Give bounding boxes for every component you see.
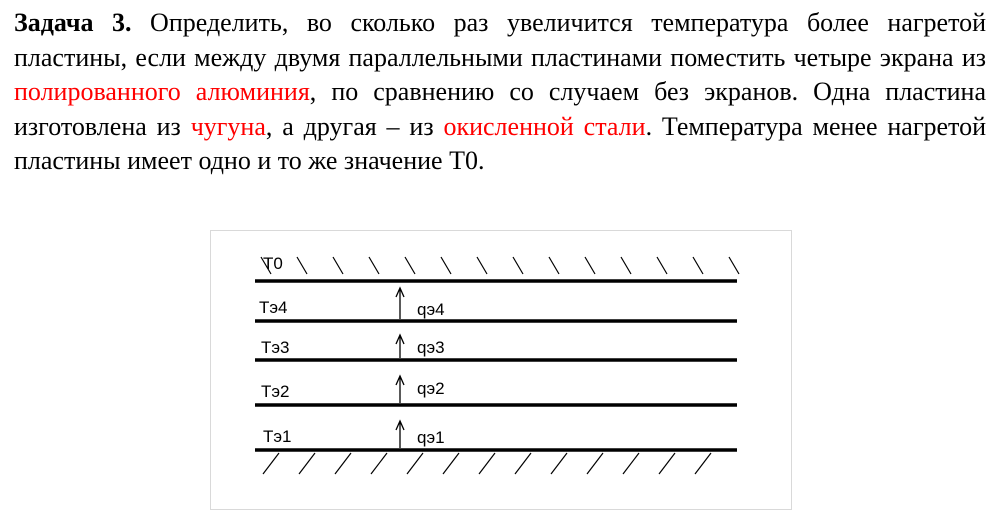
screen-2-flux-label: qэ2 [417, 379, 445, 398]
task-text-part-4: . Температура менее нагретой пластины имеет одно и то же значение T0. [14, 111, 986, 176]
screen-1-temp-label: Tэ1 [263, 427, 292, 446]
screen-3-temp-label: Tэ3 [261, 338, 290, 357]
flux-arrow-1 [396, 421, 404, 448]
task-heading: Задача 3. [14, 8, 132, 37]
task-text-part-1: Определить, во сколько раз увеличится температура более нагретой пластины, если между двумя параллельными пластинами поместить четыре экрана из [14, 8, 987, 72]
heat-flux-arrows [396, 288, 404, 448]
screen-1-flux-label: qэ1 [417, 428, 445, 447]
screen-3-flux-label: qэ3 [417, 338, 445, 357]
bottom-plate-hatching [263, 453, 711, 474]
top-plate-hatching [261, 257, 739, 274]
plate-1-material: чугуна [190, 111, 266, 141]
flux-arrow-4 [396, 288, 404, 319]
screen-material: полированного алюминия [14, 77, 310, 107]
problem-statement [14, 6, 986, 179]
top-plate-label: T0 [263, 254, 283, 273]
task-text-part-3: , а другая – из [265, 111, 444, 141]
task-text-part-2: , по сравнению со случаем без экранов. Одна пластина изготовлена из [14, 77, 986, 141]
plates-diagram-svg [211, 231, 793, 511]
screen-4-flux-label: qэ4 [417, 300, 445, 319]
flux-arrow-3 [396, 335, 404, 358]
screen-2-temp-label: Tэ2 [261, 382, 290, 401]
flux-arrow-2 [396, 376, 404, 403]
plates-diagram [210, 230, 792, 510]
plate-2-material: окисленной стали [443, 111, 646, 141]
screen-4-temp-label: Tэ4 [259, 298, 288, 317]
